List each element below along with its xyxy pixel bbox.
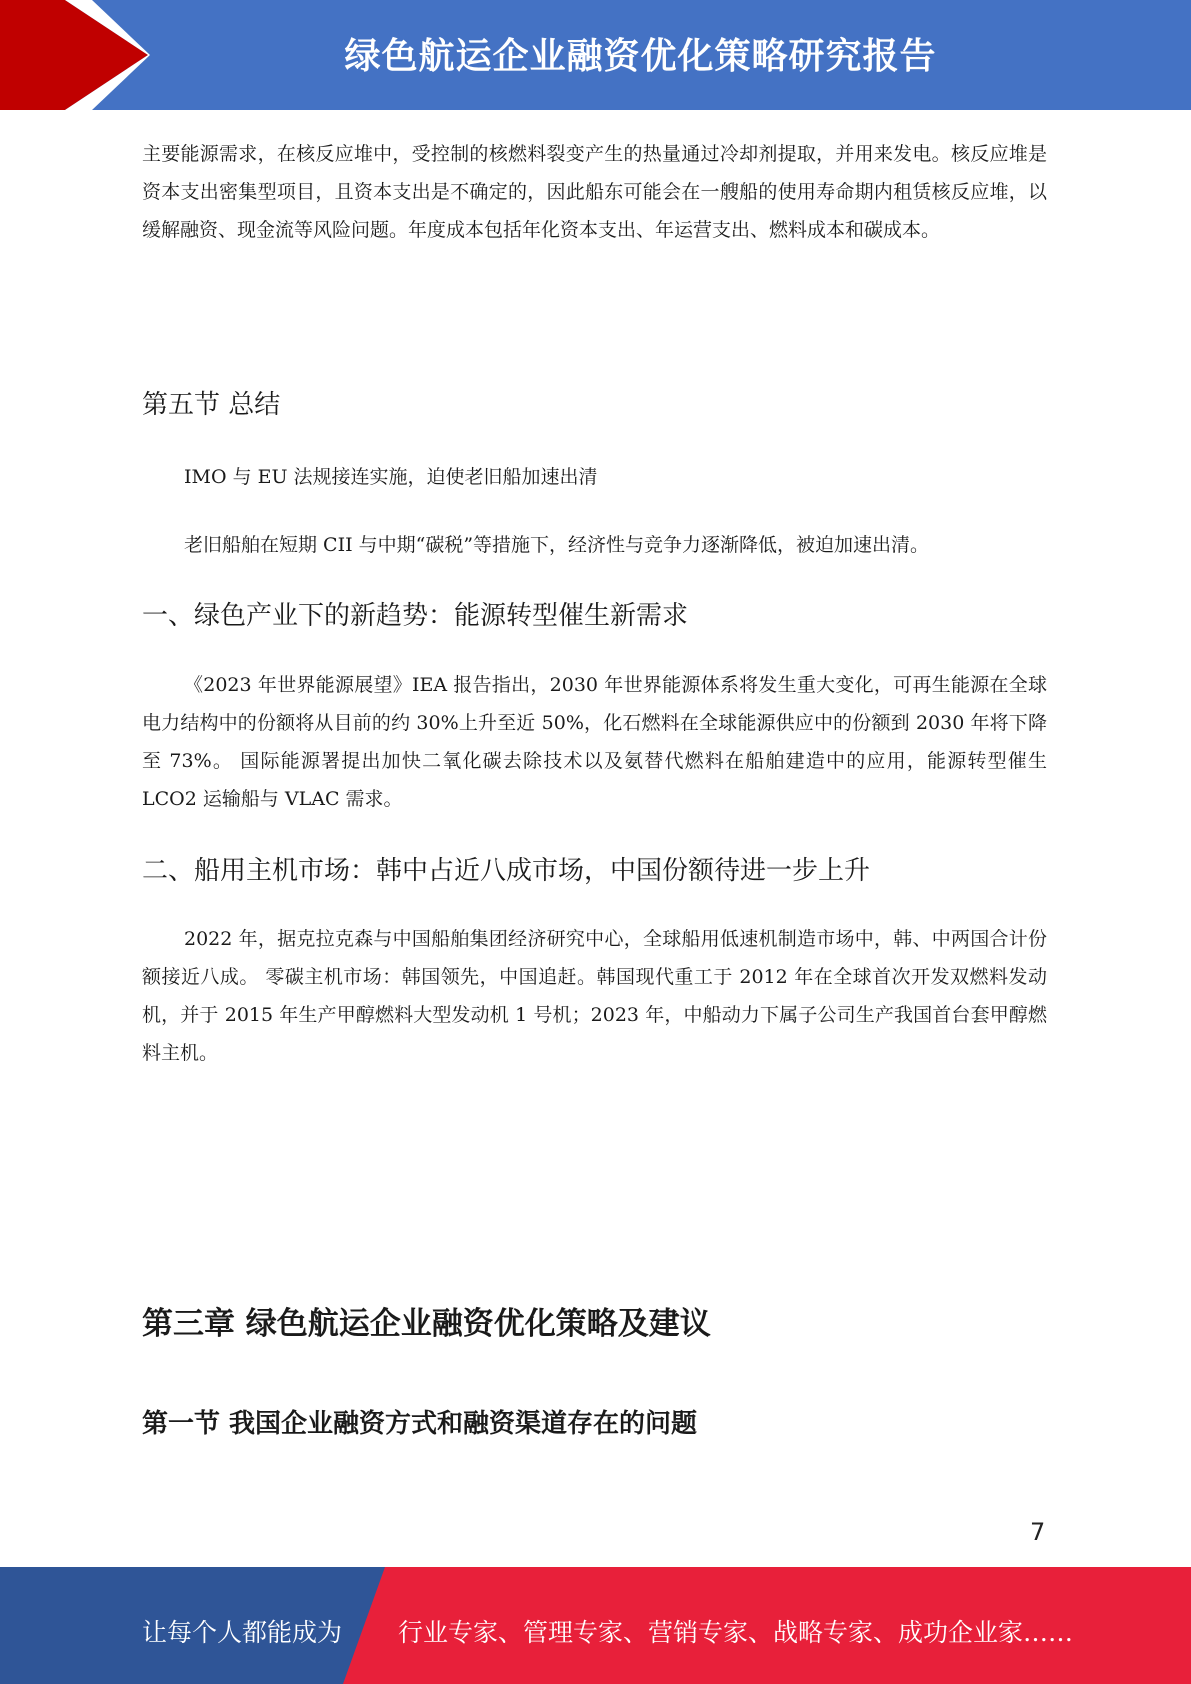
chapter-3-wrap <box>142 1298 1047 1343</box>
footer-slogan-left: 让每个人都能成为 <box>142 1618 343 1647</box>
heading-2-wrap <box>142 850 1047 887</box>
paragraph-marine-engine: 2022 年，据克拉克森与中国船舶集团经济研究中心，全球船用低速机制造市场中，韩、中两国合计份额接近八成。 零碳主机市场：韩国领先，中国追赶。韩国现代重工于 2012 年在全球首次开发双燃料发动机，并于 2015 年生产甲醇燃料大型发动机 1 号机；2023 年，中船动力下属子公司生产我国首台套甲醇燃料主机。 <box>142 928 1047 1064</box>
report-title: 绿色航运企业融资优化策略研究报告 <box>344 36 937 77</box>
chapter-3-section-1-wrap <box>142 1403 1047 1440</box>
summary-line-2-wrap <box>142 526 1047 564</box>
intro-block <box>142 135 1047 249</box>
paragraph-2-wrap <box>142 920 1047 1072</box>
summary-line-2: 老旧船舶在短期 CII 与中期“碳税”等措施下，经济性与竞争力逐渐降低，被迫加速出清。 <box>184 534 930 556</box>
summary-line-1: IMO 与 EU 法规接连实施，迫使老旧船加速出清 <box>184 466 598 488</box>
page-header-banner <box>0 0 1191 110</box>
section5-heading-wrap <box>142 384 1047 421</box>
heading-1-wrap <box>142 595 1047 632</box>
footer-slogan-right: 行业专家、管理专家、营销专家、战略专家、成功企业家…… <box>398 1618 1074 1647</box>
intro-paragraph: 主要能源需求，在核反应堆中，受控制的核燃料裂变产生的热量通过冷却剂提取，并用来发电。核反应堆是资本支出密集型项目，且资本支出是不确定的，因此船东可能会在一艘船的使用寿命期内租赁核反应堆，以缓解融资、现金流等风险问题。年度成本包括年化资本支出、年运营支出、燃料成本和碳成本。 <box>142 143 1047 241</box>
heading-energy-transition: 一、绿色产业下的新趋势：能源转型催生新需求 <box>142 601 689 631</box>
paragraph-1-wrap <box>142 666 1047 818</box>
heading-marine-engine-market: 二、船用主机市场：韩中占近八成市场，中国份额待进一步上升 <box>142 856 871 886</box>
paragraph-energy-outlook: 《2023 年世界能源展望》IEA 报告指出，2030 年世界能源体系将发生重大变化，可再生能源在全球电力结构中的份额将从目前的约 30%上升至近 50%，化石燃料在全球能源供应中的份额到 2030 年将下降至 73%。 国际能源署提出加快二氧化碳去除技术以及氨替代燃料在船舶建造中的应用，能源转型催生 LCO2 运输船与 VLAC 需求。 <box>142 674 1047 810</box>
section-title: 第五节 总结 <box>142 390 281 420</box>
page-footer-banner <box>0 1567 1191 1684</box>
chapter-section-title: 第一节 我国企业融资方式和融资渠道存在的问题 <box>142 1409 698 1439</box>
summary-line-1-wrap <box>142 458 1047 496</box>
chapter-title: 第三章 绿色航运企业融资优化策略及建议 <box>142 1306 711 1342</box>
page-number: 7 <box>1030 1518 1046 1546</box>
